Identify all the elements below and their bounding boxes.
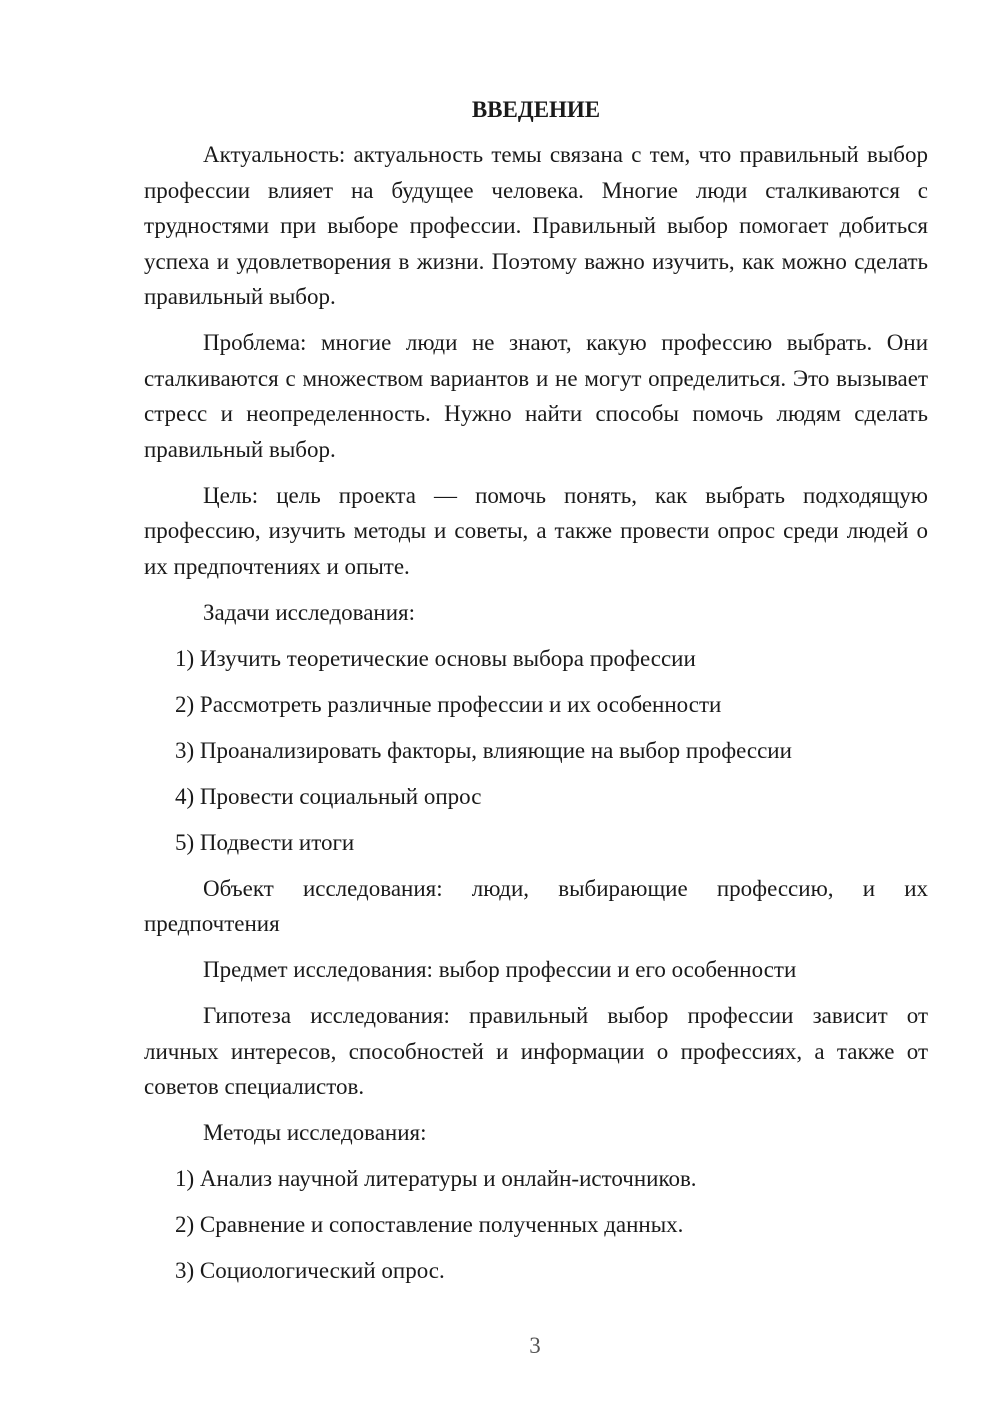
- hypothesis-paragraph: Гипотеза исследования: правильный выбор профессии зависит от личных интересов, способностей и информации о профессиях, а также от советов специалистов.: [144, 1003, 928, 1099]
- method-item: 2) Сравнение и сопоставление полученных данных.: [175, 1212, 684, 1237]
- task-item: 5) Подвести итоги: [175, 829, 355, 855]
- page-number: 3: [529, 1333, 541, 1358]
- tasks-label: Задачи исследования:: [203, 599, 416, 625]
- problem-paragraph: Проблема: многие люди не знают, какую профессию выбрать. Они сталкиваются с множеством вариантов и не могут определиться. Это вызывает стресс и неопределенность. Нужно найти способы помочь людям сделать правильный выбор.: [144, 330, 928, 462]
- task-item: 3) Проанализировать факторы, влияющие на выбор профессии: [175, 737, 792, 763]
- task-item: 2) Рассмотреть различные профессии и их особенности: [175, 691, 722, 717]
- method-item: 3) Социологический опрос.: [175, 1258, 445, 1283]
- relevance-paragraph: Актуальность: актуальность темы связана с тем, что правильный выбор профессии влияет на будущее человека. Многие люди сталкиваются с трудностями при выборе профессии. Правильный выбор помогает добиться успеха и удовлетворения в жизни. Поэтому важно изучить, как можно сделать правильный выбор.: [144, 142, 928, 309]
- goal-paragraph: Цель: цель проекта — помочь понять, как выбрать подходящую профессию, изучить методы и советы, а также провести опрос среди людей о их предпочтениях и опыте.: [144, 482, 928, 579]
- subject-paragraph: Предмет исследования: выбор профессии и его особенности: [203, 957, 797, 982]
- tasks-list: [144, 641, 928, 861]
- section-heading: ВВЕДЕНИЕ: [471, 97, 601, 122]
- methods-list: [144, 1161, 928, 1289]
- method-item: 1) Анализ научной литературы и онлайн-источников.: [175, 1166, 697, 1191]
- page-content: [144, 92, 928, 1299]
- object-paragraph: Объект исследования: люди, выбирающие профессию, и их предпочтения: [144, 875, 928, 936]
- task-item: 4) Провести социальный опрос: [175, 783, 482, 809]
- task-item: 1) Изучить теоретические основы выбора профессии: [175, 645, 696, 671]
- methods-label: Методы исследования:: [203, 1120, 427, 1145]
